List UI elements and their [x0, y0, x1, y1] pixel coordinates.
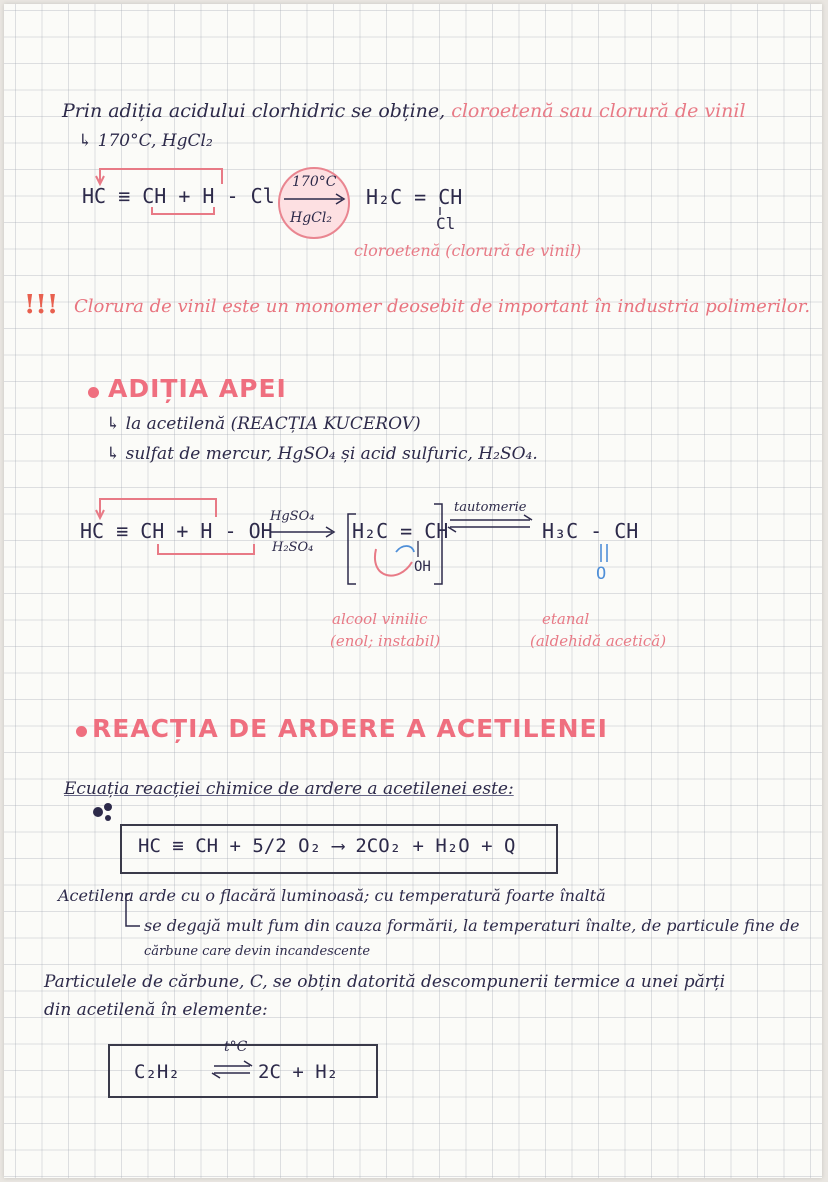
annotation-strokes — [4, 4, 822, 1178]
section1-sub1: ↳ la acetilenă (REACȚIA KUCEROV) — [106, 414, 421, 434]
eq2-reactants: HC ≡ CH + H - OH — [80, 519, 273, 543]
eq2-label-enol-1: alcool vinilic — [332, 610, 428, 628]
eq3-reactant: C₂H₂ — [134, 1061, 180, 1083]
section2-intro: Ecuația reacției chimice de ardere a acetilenei este: — [64, 779, 514, 799]
burn-line5: din acetilenă în elemente: — [44, 1000, 268, 1020]
section1-sub2: ↳ sulfat de mercur, HgSO₄ și acid sulfuric, H₂SO₄. — [106, 444, 538, 464]
note-text: Clorura de vinil este un monomer deosebit de important în industria polimerilor. — [74, 296, 811, 317]
intro-highlight: cloroetenă sau clorură de vinil — [451, 100, 746, 122]
flower-doodle-2 — [104, 803, 112, 811]
eq2-bottom-bracket — [158, 544, 254, 554]
eq2-top-bracket — [100, 499, 216, 517]
eq1-name: cloroetenă (clorură de vinil) — [354, 241, 582, 260]
burn-line4: Particulele de cărbune, C, se obțin datorită descompunerii termice a unei părți — [44, 972, 726, 992]
eq2-cond-top: HgSO₄ — [270, 509, 315, 524]
intro-conditions: ↳ 170°C, HgCl₂ — [78, 131, 213, 151]
eq2-label-prod-2: (aldehidă acetică) — [530, 632, 667, 650]
eq3-cond: t°C — [224, 1039, 248, 1055]
eq2-enol-curve-pink — [375, 549, 412, 576]
intro-text: Prin adiția acidului clorhidric se obține, — [62, 100, 446, 122]
section1-title: ADIȚIA APEI — [108, 374, 287, 403]
flower-doodle-1 — [93, 807, 103, 817]
burn-line1: Acetilena arde cu o flacără luminoasă; cu temperatură foarte înaltă — [58, 886, 606, 905]
eq1-bottom-bracket — [152, 207, 214, 214]
eq1-reactants: HC ≡ CH + H - Cl — [82, 184, 275, 208]
eq1-cond-bottom: HgCl₂ — [290, 210, 332, 226]
eq2-left-square-bracket — [348, 514, 356, 584]
burn-bracket — [126, 894, 140, 926]
eq2-tautomerie: tautomerie — [454, 500, 527, 515]
exclamation-icon: !!! — [24, 290, 59, 320]
notebook-page — [4, 4, 822, 1178]
eq3-product: 2C + H₂ — [258, 1061, 339, 1083]
eq2-right-square-bracket — [434, 504, 442, 584]
eq2-enol-curve-blue — [396, 546, 414, 552]
burn-line3: cărbune care devin incandescente — [144, 944, 371, 959]
eq1-product: H₂C = CH — [366, 185, 463, 209]
eq2-intermediate: H₂C = CH — [352, 519, 449, 543]
section2-title: REACȚIA DE ARDERE A ACETILENEI — [92, 714, 608, 743]
combustion-equation: HC ≡ CH + 5/2 O₂ ⟶ 2CO₂ + H₂O + Q — [138, 835, 516, 857]
eq2-label-enol-2: (enol; instabil) — [330, 632, 441, 650]
eq2-product: H₃C - CH — [542, 519, 639, 543]
eq1-cond-top: 170°C — [292, 174, 337, 190]
eq2-cond-bottom: H₂SO₄ — [272, 540, 314, 555]
eq2-label-prod-1: etanal — [542, 610, 590, 628]
eq2-intermediate-sub: OH — [414, 559, 431, 575]
burn-line2: se degajă mult fum din cauza formării, la temperaturi înalte, de particule fine de — [144, 916, 800, 935]
flower-doodle-3 — [105, 815, 111, 821]
eq2-product-sub: O — [596, 564, 607, 584]
eq1-top-bracket — [100, 169, 222, 184]
eq1-product-sub: Cl — [436, 214, 456, 233]
